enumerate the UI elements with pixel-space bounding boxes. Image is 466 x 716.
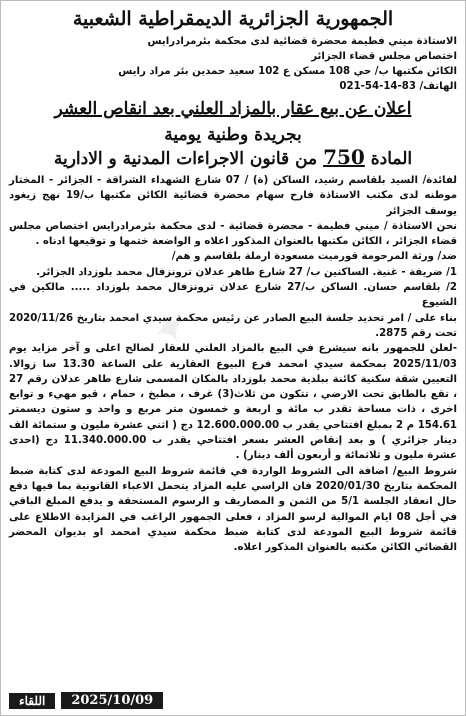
office-address: الكائن مكتبها ب/ حي 108 مسكن ع 102 سعيد حمدين بئر مراد رايس [118,66,457,77]
article-number: 750 [323,145,365,169]
phone-label: الهاتف/ [419,81,457,92]
phone-line [9,79,457,94]
newspaper-logo: اللقاء [9,693,55,709]
conditions-paragraph: شروط البيع/ اضافة الى الشروط الواردة في قائمة شروط البيع المودعة لدى كتابة ضبط المحكمة بتاريخ 2020/01/30 فان الراسي عليه المزاد يتحمل الاعباء القانونية بما فيها دفع حال انعقاد الجلسة 5/1 من الثمن و المصاريف و الرسوم المستحقة و يدفع المبلغ الباقي في أجل 08 ايام الموالية لرسو المزاد ، فعلى الجمهور الراغب في المزايدة الاطلاع على قائمة شروط البيع المودعة لدى كتابة ضبط محكمة سيدي امحمد او بديوان المحضر القضائي الكائن مكتبه بالعنوان المذكور اعلاه. [9,465,457,554]
announcement-title: اعلان عن بيع عقار بالمزاد العلني بعد انقاص العشر [54,99,412,119]
republic-heading: الجمهورية الجزائرية الديمقراطية الشعبية [72,8,394,30]
bailiff-paragraph: نحن الاستاذة / ميني فطيمة - محضرة قضائية - لدى محكمة بئرمرادرايس اختصاص مجلس قضاء الجزائر ، الكائن مكتبها بالعنوان المذكور اعلاه و الواضعة ختمها و توقيعها ادناه . [9,220,457,248]
order-paragraph: بناء على / امر تحديد جلسة البيع الصادر عن رئيس محكمة سيدي امحمد بتاريخ 2020/11/26 تحت رقم 2875. [9,312,457,339]
article-suffix: من قانون الاجراءات المدنية و الادارية [53,149,318,169]
publication-date: 2025/10/09 [61,692,163,709]
announcement-body [9,173,457,555]
legal-article [9,146,457,170]
watermark-icon: ✦ [140,295,200,361]
footer [9,692,163,709]
phone-number: 021-54-14-83 [339,81,416,92]
sale-paragraph: -لعلن للجمهور بانه سيشرع في البيع بالمزاد العلني للعقار لصالح اعلى و آخر مزايد يوم 2025/11/03 بمحكمة سيدي امحمد فرع البيوع العقارية على الساعة 13.30 سا زوالا. التعيين شقة سكنية كائنة ببلدية محمد بلوزداد بالمكان المسمى شارع طاهر عدلان رقم 27 ، تقع بالطابق تحت الارضي ، تتكون من ثلاث(3) غرف ، مطبخ ، حمام ، قبو مهيء و توابع اخرى ، ذات مساحة تقدر ب مائة و اربعة و خمسون متر مربع و واحد و ستون ديسمتر 154.61 م 2 بمبلغ افتتاحي يقدر ب 12.600.000.00 دج ( اثني عشرة مليون و ستمائة الف دينار جزائري ) و بعد إنقاص العشر بسعر افتتاحي يقدر ب 11.340.000.00 دج (احدى عشرة مليون و ثلاثمائة و أربعون ألف دينار) . [9,343,458,462]
article-prefix: المادة [370,149,413,169]
heir-1-paragraph: 1/ ضريفة - غنية. الساكنين ب/ 27 شارع طاهر عدلان ترونزفال محمد بلوزداد الجزائر. [36,266,457,278]
heir-2-paragraph: 2/ بلقاسم حسان. الساكن ب/27 شارع عدلان ترونزفال محمد بلوزداد ..... مالكين في الشيوع [9,282,457,309]
jurisdiction: اختصاص مجلس قضاء الجزائر [311,51,457,62]
announcement-subtitle: بجريدة وطنية يومية [164,125,302,145]
beneficiary-paragraph: لفائدة/ السيد بلقاسم رشيد، الساكن (ة) / 07 شارع الشهداء الشراقة - الجزائر - المختار موطنه لدى مكتب الاستاذة فارح سهام محضرة قضائية الكائن مكتبها ب/19 نهج زيغود يوسف الجزائر [9,175,457,217]
against-paragraph: ضد/ ورثة المرحومة قورميت مسعودة ارملة بلقاسم و هم/ [171,251,457,263]
bailiff-office: الاستاذة ميني فطيمة محضرة قضائية لدى محكمة بئرمرادرايس [147,36,457,47]
